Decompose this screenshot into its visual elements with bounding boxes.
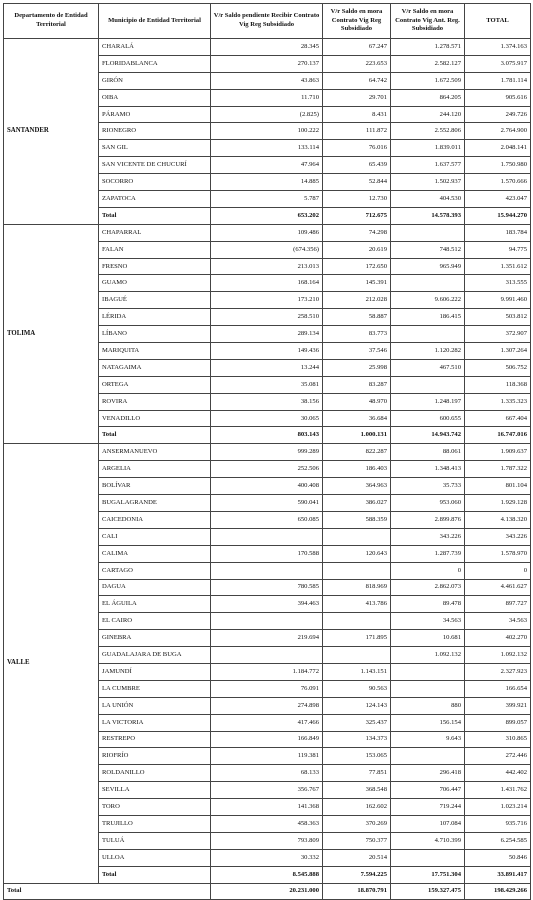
municipality-cell: IBAGUÉ bbox=[99, 292, 211, 309]
value-cell: 20.514 bbox=[323, 849, 391, 866]
municipality-cell: LÍBANO bbox=[99, 326, 211, 343]
value-cell: 76.016 bbox=[323, 140, 391, 157]
value-cell: (674.356) bbox=[211, 241, 323, 258]
value-cell: 899.057 bbox=[465, 714, 531, 731]
municipality-cell: CALIMA bbox=[99, 545, 211, 562]
value-cell: 223.653 bbox=[323, 55, 391, 72]
header-row bbox=[4, 4, 531, 39]
value-cell: 400.408 bbox=[211, 478, 323, 495]
header-total: TOTAL bbox=[465, 4, 531, 39]
value-cell: 667.404 bbox=[465, 410, 531, 427]
value-cell: 52.844 bbox=[323, 174, 391, 191]
value-cell: 1.502.937 bbox=[391, 174, 465, 191]
value-cell: 111.872 bbox=[323, 123, 391, 140]
value-cell bbox=[391, 376, 465, 393]
value-cell: 423.047 bbox=[465, 191, 531, 208]
value-cell: 38.156 bbox=[211, 393, 323, 410]
value-cell: 999.289 bbox=[211, 444, 323, 461]
municipality-cell: ORTEGA bbox=[99, 376, 211, 393]
value-cell: 88.061 bbox=[391, 444, 465, 461]
value-cell: 590.041 bbox=[211, 495, 323, 512]
value-cell: 249.726 bbox=[465, 106, 531, 123]
department-cell: SANTANDER bbox=[4, 39, 99, 225]
value-cell: 0 bbox=[465, 562, 531, 579]
value-cell: 28.345 bbox=[211, 39, 323, 56]
value-cell: 64.742 bbox=[323, 72, 391, 89]
value-cell: 100.222 bbox=[211, 123, 323, 140]
value-cell: 219.694 bbox=[211, 630, 323, 647]
value-cell: 1.307.264 bbox=[465, 343, 531, 360]
value-cell: 1.839.011 bbox=[391, 140, 465, 157]
value-cell: 173.210 bbox=[211, 292, 323, 309]
value-cell: 5.787 bbox=[211, 191, 323, 208]
value-cell: 65.439 bbox=[323, 157, 391, 174]
value-cell: 74.298 bbox=[323, 224, 391, 241]
value-cell bbox=[391, 849, 465, 866]
municipality-cell: FRESNO bbox=[99, 258, 211, 275]
value-cell: 1.750.980 bbox=[465, 157, 531, 174]
grand-total-row bbox=[4, 883, 531, 900]
grand-total-value: 159.327.475 bbox=[391, 883, 465, 900]
value-cell: 30.332 bbox=[211, 849, 323, 866]
value-cell: 1.431.762 bbox=[465, 782, 531, 799]
subtotal-label: Total bbox=[99, 866, 211, 883]
subtotal-value: 33.891.417 bbox=[465, 866, 531, 883]
subtotal-value: 8.545.888 bbox=[211, 866, 323, 883]
municipality-cell: CARTAGO bbox=[99, 562, 211, 579]
value-cell: 368.548 bbox=[323, 782, 391, 799]
municipality-cell: JAMUNDÍ bbox=[99, 663, 211, 680]
value-cell: 4.710.399 bbox=[391, 832, 465, 849]
value-cell bbox=[323, 647, 391, 664]
financial-table bbox=[3, 3, 531, 900]
value-cell: 458.363 bbox=[211, 815, 323, 832]
value-cell: 935.716 bbox=[465, 815, 531, 832]
subtotal-value: 14.578.393 bbox=[391, 207, 465, 224]
municipality-cell: SOCORRO bbox=[99, 174, 211, 191]
value-cell bbox=[211, 528, 323, 545]
municipality-cell: MARIQUITA bbox=[99, 343, 211, 360]
table-body bbox=[4, 39, 531, 900]
value-cell: 252.506 bbox=[211, 461, 323, 478]
value-cell: 162.602 bbox=[323, 799, 391, 816]
municipality-cell: LA VICTORIA bbox=[99, 714, 211, 731]
subtotal-label: Total bbox=[99, 207, 211, 224]
value-cell: 313.555 bbox=[465, 275, 531, 292]
municipality-cell: BUGALAGRANDE bbox=[99, 495, 211, 512]
value-cell: 1.787.322 bbox=[465, 461, 531, 478]
value-cell: 822.287 bbox=[323, 444, 391, 461]
subtotal-value: 15.944.270 bbox=[465, 207, 531, 224]
value-cell: 442.402 bbox=[465, 765, 531, 782]
municipality-cell: RIONEGRO bbox=[99, 123, 211, 140]
value-cell: 2.327.923 bbox=[465, 663, 531, 680]
value-cell: 258.510 bbox=[211, 309, 323, 326]
value-cell: 1.348.413 bbox=[391, 461, 465, 478]
value-cell: 166.849 bbox=[211, 731, 323, 748]
value-cell: 68.133 bbox=[211, 765, 323, 782]
subtotal-label: Total bbox=[99, 427, 211, 444]
value-cell: 83.287 bbox=[323, 376, 391, 393]
value-cell: 118.368 bbox=[465, 376, 531, 393]
value-cell: 417.466 bbox=[211, 714, 323, 731]
value-cell: 8.431 bbox=[323, 106, 391, 123]
value-cell: 503.812 bbox=[465, 309, 531, 326]
value-cell: 50.846 bbox=[465, 849, 531, 866]
value-cell: 296.418 bbox=[391, 765, 465, 782]
subtotal-value: 7.594.225 bbox=[323, 866, 391, 883]
value-cell: 289.134 bbox=[211, 326, 323, 343]
municipality-cell: TRUJILLO bbox=[99, 815, 211, 832]
municipality-cell: ROLDANILLO bbox=[99, 765, 211, 782]
value-cell: 43.863 bbox=[211, 72, 323, 89]
grand-total-value: 18.870.791 bbox=[323, 883, 391, 900]
value-cell: 35.081 bbox=[211, 376, 323, 393]
municipality-cell: GUADALAJARA DE BUGA bbox=[99, 647, 211, 664]
value-cell: 1.781.114 bbox=[465, 72, 531, 89]
value-cell: 186.415 bbox=[391, 309, 465, 326]
grand-total-value: 198.429.266 bbox=[465, 883, 531, 900]
municipality-cell: EL CAIRO bbox=[99, 613, 211, 630]
grand-total-value: 20.231.000 bbox=[211, 883, 323, 900]
value-cell: 77.851 bbox=[323, 765, 391, 782]
value-cell bbox=[211, 562, 323, 579]
value-cell: 107.084 bbox=[391, 815, 465, 832]
municipality-cell: LA CUMBRE bbox=[99, 680, 211, 697]
value-cell: 9.643 bbox=[391, 731, 465, 748]
value-cell: 34.563 bbox=[391, 613, 465, 630]
value-cell: 1.248.197 bbox=[391, 393, 465, 410]
value-cell: 370.269 bbox=[323, 815, 391, 832]
subtotal-value: 14.943.742 bbox=[391, 427, 465, 444]
value-cell: 270.137 bbox=[211, 55, 323, 72]
department-cell: TOLIMA bbox=[4, 224, 99, 444]
value-cell: 1.092.132 bbox=[465, 647, 531, 664]
value-cell bbox=[323, 528, 391, 545]
municipality-cell: ROVIRA bbox=[99, 393, 211, 410]
subtotal-value: 653.202 bbox=[211, 207, 323, 224]
value-cell: 10.681 bbox=[391, 630, 465, 647]
municipality-cell: CALI bbox=[99, 528, 211, 545]
value-cell: 1.092.132 bbox=[391, 647, 465, 664]
municipality-cell: ANSERMANUEVO bbox=[99, 444, 211, 461]
value-cell: 133.114 bbox=[211, 140, 323, 157]
value-cell: 4.138.320 bbox=[465, 511, 531, 528]
value-cell bbox=[391, 275, 465, 292]
header-overdue-current: V/r Saldo en mora Contrato Vig Reg Subsidiado bbox=[323, 4, 391, 39]
value-cell bbox=[391, 748, 465, 765]
value-cell bbox=[323, 613, 391, 630]
value-cell: 90.563 bbox=[323, 680, 391, 697]
value-cell: 1.929.128 bbox=[465, 495, 531, 512]
value-cell: 801.104 bbox=[465, 478, 531, 495]
header-pending-balance: V/r Saldo pendiente Recibir Contrato Vig Reg Subsidiado bbox=[211, 4, 323, 39]
value-cell: 186.403 bbox=[323, 461, 391, 478]
municipality-cell: CAICEDONIA bbox=[99, 511, 211, 528]
value-cell: 1.143.151 bbox=[323, 663, 391, 680]
value-cell: 89.478 bbox=[391, 596, 465, 613]
value-cell: 905.616 bbox=[465, 89, 531, 106]
value-cell: 310.865 bbox=[465, 731, 531, 748]
municipality-cell: BOLÍVAR bbox=[99, 478, 211, 495]
grand-total-label: Total bbox=[4, 883, 211, 900]
value-cell: 156.154 bbox=[391, 714, 465, 731]
value-cell: 793.809 bbox=[211, 832, 323, 849]
value-cell: 58.887 bbox=[323, 309, 391, 326]
municipality-cell: GINEBRA bbox=[99, 630, 211, 647]
table-row bbox=[4, 444, 531, 461]
municipality-cell: PÁRAMO bbox=[99, 106, 211, 123]
value-cell bbox=[391, 224, 465, 241]
value-cell: 1.023.214 bbox=[465, 799, 531, 816]
value-cell: 1.374.163 bbox=[465, 39, 531, 56]
municipality-cell: TULUÁ bbox=[99, 832, 211, 849]
value-cell bbox=[391, 680, 465, 697]
value-cell: 119.381 bbox=[211, 748, 323, 765]
value-cell: 325.437 bbox=[323, 714, 391, 731]
value-cell: 9.606.222 bbox=[391, 292, 465, 309]
value-cell: 399.921 bbox=[465, 697, 531, 714]
value-cell: 897.727 bbox=[465, 596, 531, 613]
value-cell: 83.773 bbox=[323, 326, 391, 343]
value-cell: 212.028 bbox=[323, 292, 391, 309]
value-cell: 818.969 bbox=[323, 579, 391, 596]
municipality-cell: EL ÁGUILA bbox=[99, 596, 211, 613]
value-cell: 750.377 bbox=[323, 832, 391, 849]
value-cell: 183.784 bbox=[465, 224, 531, 241]
value-cell: 372.907 bbox=[465, 326, 531, 343]
value-cell: 37.546 bbox=[323, 343, 391, 360]
value-cell: 467.510 bbox=[391, 359, 465, 376]
municipality-cell: ARGELIA bbox=[99, 461, 211, 478]
value-cell: 166.654 bbox=[465, 680, 531, 697]
municipality-cell: GIRÓN bbox=[99, 72, 211, 89]
municipality-cell: TORO bbox=[99, 799, 211, 816]
municipality-cell: SEVILLA bbox=[99, 782, 211, 799]
value-cell: 30.065 bbox=[211, 410, 323, 427]
value-cell: 1.184.772 bbox=[211, 663, 323, 680]
value-cell: 6.254.585 bbox=[465, 832, 531, 849]
value-cell: 1.570.666 bbox=[465, 174, 531, 191]
value-cell: 12.730 bbox=[323, 191, 391, 208]
value-cell: 1.120.282 bbox=[391, 343, 465, 360]
value-cell: 274.898 bbox=[211, 697, 323, 714]
value-cell: 171.895 bbox=[323, 630, 391, 647]
value-cell: 864.205 bbox=[391, 89, 465, 106]
value-cell: 386.027 bbox=[323, 495, 391, 512]
value-cell: 145.391 bbox=[323, 275, 391, 292]
value-cell: 29.701 bbox=[323, 89, 391, 106]
value-cell: 76.091 bbox=[211, 680, 323, 697]
value-cell: 20.619 bbox=[323, 241, 391, 258]
value-cell: 1.287.739 bbox=[391, 545, 465, 562]
value-cell: 4.461.627 bbox=[465, 579, 531, 596]
value-cell: 244.120 bbox=[391, 106, 465, 123]
value-cell: 343.226 bbox=[465, 528, 531, 545]
value-cell bbox=[211, 613, 323, 630]
value-cell: 36.684 bbox=[323, 410, 391, 427]
department-cell: VALLE bbox=[4, 444, 99, 883]
value-cell: 506.752 bbox=[465, 359, 531, 376]
value-cell: 34.563 bbox=[465, 613, 531, 630]
value-cell: 1.351.612 bbox=[465, 258, 531, 275]
municipality-cell: NATAGAIMA bbox=[99, 359, 211, 376]
value-cell: 141.368 bbox=[211, 799, 323, 816]
value-cell: 394.463 bbox=[211, 596, 323, 613]
value-cell: 1.672.509 bbox=[391, 72, 465, 89]
subtotal-value: 712.675 bbox=[323, 207, 391, 224]
value-cell: 48.970 bbox=[323, 393, 391, 410]
value-cell: 706.447 bbox=[391, 782, 465, 799]
value-cell: 0 bbox=[391, 562, 465, 579]
value-cell: 35.733 bbox=[391, 478, 465, 495]
value-cell: 109.486 bbox=[211, 224, 323, 241]
value-cell: 2.048.141 bbox=[465, 140, 531, 157]
value-cell: 748.512 bbox=[391, 241, 465, 258]
table-row bbox=[4, 39, 531, 56]
value-cell: 402.270 bbox=[465, 630, 531, 647]
value-cell: 153.065 bbox=[323, 748, 391, 765]
municipality-cell: CHARALÁ bbox=[99, 39, 211, 56]
value-cell: 9.991.460 bbox=[465, 292, 531, 309]
value-cell: 413.786 bbox=[323, 596, 391, 613]
municipality-cell: RIOFRÍO bbox=[99, 748, 211, 765]
value-cell: 1.578.970 bbox=[465, 545, 531, 562]
value-cell: 67.247 bbox=[323, 39, 391, 56]
municipality-cell: LÉRIDA bbox=[99, 309, 211, 326]
value-cell: 2.764.900 bbox=[465, 123, 531, 140]
municipality-cell: VENADILLO bbox=[99, 410, 211, 427]
municipality-cell: OIBA bbox=[99, 89, 211, 106]
municipality-cell: DAGUA bbox=[99, 579, 211, 596]
value-cell: 364.963 bbox=[323, 478, 391, 495]
table-container bbox=[3, 3, 530, 900]
value-cell: 170.588 bbox=[211, 545, 323, 562]
value-cell: 588.359 bbox=[323, 511, 391, 528]
value-cell: 2.582.127 bbox=[391, 55, 465, 72]
value-cell: 1.278.571 bbox=[391, 39, 465, 56]
value-cell: 356.767 bbox=[211, 782, 323, 799]
value-cell bbox=[211, 647, 323, 664]
municipality-cell: ULLOA bbox=[99, 849, 211, 866]
subtotal-value: 17.751.304 bbox=[391, 866, 465, 883]
header-department: Departamento de Entidad Territorial bbox=[4, 4, 99, 39]
municipality-cell: LA UNIÓN bbox=[99, 697, 211, 714]
value-cell: 719.244 bbox=[391, 799, 465, 816]
value-cell: 2.552.806 bbox=[391, 123, 465, 140]
value-cell: 120.643 bbox=[323, 545, 391, 562]
value-cell: 650.085 bbox=[211, 511, 323, 528]
municipality-cell: GUAMO bbox=[99, 275, 211, 292]
value-cell: 134.373 bbox=[323, 731, 391, 748]
value-cell: 14.885 bbox=[211, 174, 323, 191]
municipality-cell: SAN VICENTE DE CHUCURÍ bbox=[99, 157, 211, 174]
value-cell: 880 bbox=[391, 697, 465, 714]
subtotal-value: 1.000.131 bbox=[323, 427, 391, 444]
value-cell: 953.060 bbox=[391, 495, 465, 512]
value-cell: 25.998 bbox=[323, 359, 391, 376]
header-municipality: Municipio de Entidad Territorial bbox=[99, 4, 211, 39]
value-cell: 1.335.323 bbox=[465, 393, 531, 410]
value-cell: 965.949 bbox=[391, 258, 465, 275]
value-cell bbox=[391, 663, 465, 680]
header-overdue-previous: V/r Saldo en mora Contrato Vig Ant. Reg. Subsidiado bbox=[391, 4, 465, 39]
subtotal-value: 803.143 bbox=[211, 427, 323, 444]
value-cell: 213.013 bbox=[211, 258, 323, 275]
value-cell: 1.909.637 bbox=[465, 444, 531, 461]
value-cell: 3.075.917 bbox=[465, 55, 531, 72]
subtotal-value: 16.747.016 bbox=[465, 427, 531, 444]
municipality-cell: FLORIDABLANCA bbox=[99, 55, 211, 72]
value-cell: 11.710 bbox=[211, 89, 323, 106]
value-cell: 343.226 bbox=[391, 528, 465, 545]
table-row bbox=[4, 224, 531, 241]
value-cell: 172.650 bbox=[323, 258, 391, 275]
municipality-cell: RESTREPO bbox=[99, 731, 211, 748]
value-cell: 2.862.073 bbox=[391, 579, 465, 596]
value-cell: 600.655 bbox=[391, 410, 465, 427]
value-cell bbox=[391, 326, 465, 343]
municipality-cell: FALAN bbox=[99, 241, 211, 258]
value-cell: 124.143 bbox=[323, 697, 391, 714]
municipality-cell: CHAPARRAL bbox=[99, 224, 211, 241]
value-cell: 780.585 bbox=[211, 579, 323, 596]
value-cell: (2.825) bbox=[211, 106, 323, 123]
value-cell: 272.446 bbox=[465, 748, 531, 765]
value-cell: 2.899.876 bbox=[391, 511, 465, 528]
value-cell: 168.164 bbox=[211, 275, 323, 292]
value-cell: 13.244 bbox=[211, 359, 323, 376]
value-cell bbox=[323, 562, 391, 579]
value-cell: 404.530 bbox=[391, 191, 465, 208]
value-cell: 94.775 bbox=[465, 241, 531, 258]
value-cell: 1.637.577 bbox=[391, 157, 465, 174]
municipality-cell: ZAPATOCA bbox=[99, 191, 211, 208]
municipality-cell: SAN GIL bbox=[99, 140, 211, 157]
value-cell: 149.436 bbox=[211, 343, 323, 360]
value-cell: 47.964 bbox=[211, 157, 323, 174]
